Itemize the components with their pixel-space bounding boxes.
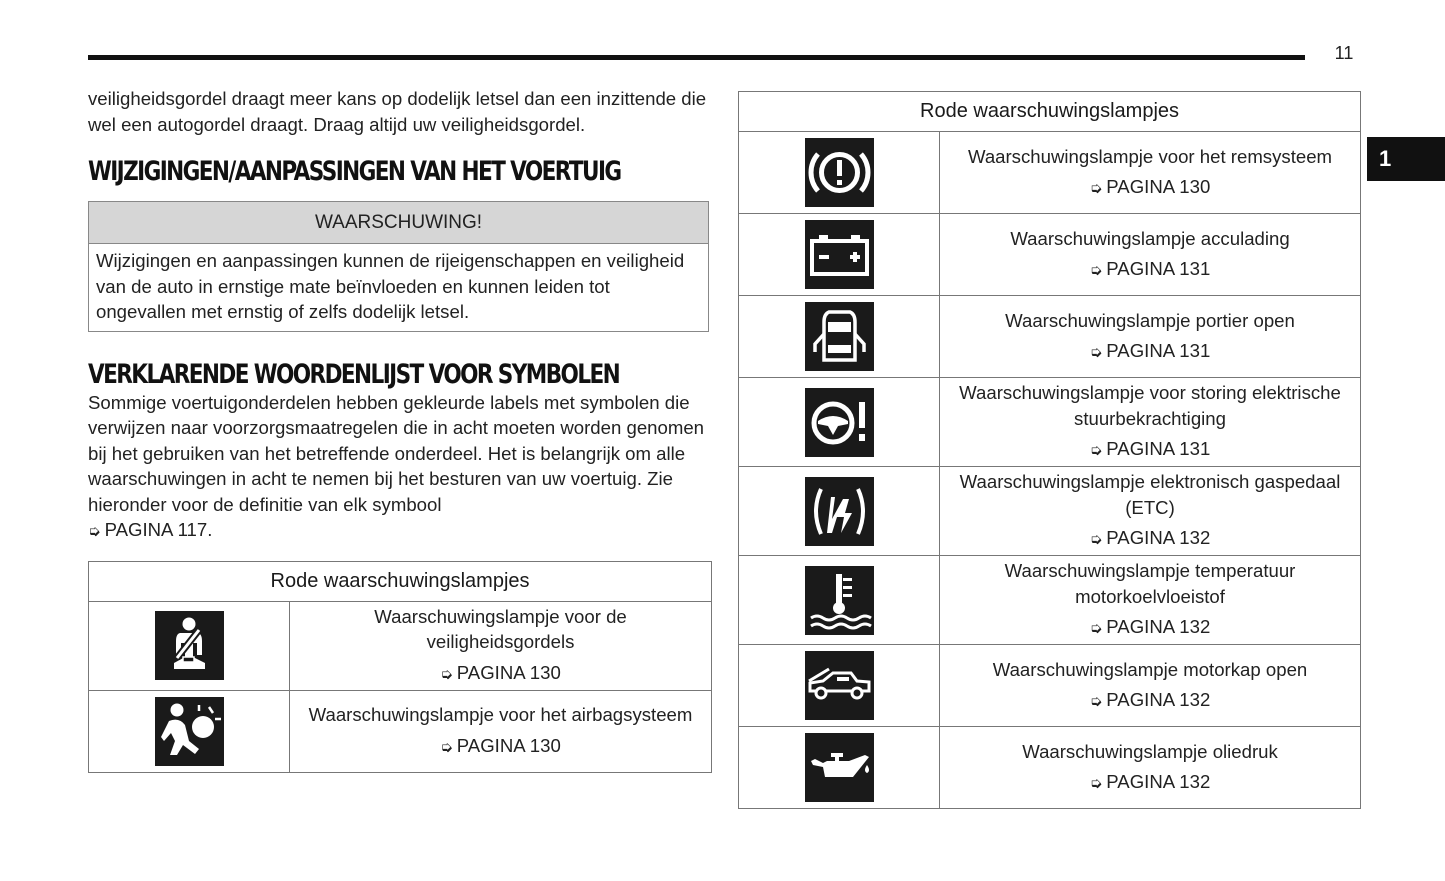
table-row	[739, 296, 1361, 378]
glossary-heading: VERKLARENDE WOORDENLIJST VOOR SYMBOLEN	[88, 358, 620, 390]
table-row	[739, 467, 1361, 556]
row-page-ref[interactable]: ➭ PAGINA 132	[948, 614, 1352, 642]
row-label: Waarschuwingslampje motorkap open	[992, 658, 1308, 680]
page-ref-arrow-icon: ➭	[440, 738, 453, 756]
table-header: Rode waarschuwingslampjes	[89, 561, 712, 601]
row-page-ref[interactable]: ➭ PAGINA 132	[948, 525, 1352, 553]
row-page-ref[interactable]: ➭ PAGINA 130	[298, 660, 703, 688]
page-ref-arrow-icon: ➭	[1089, 693, 1103, 710]
row-label: Waarschuwingslampje voor het airbagsysteem	[308, 704, 693, 725]
row-label: Waarschuwingslampje elektronisch gaspedaal (ETC)	[959, 471, 1341, 518]
table-row	[739, 132, 1361, 214]
row-label: Waarschuwingslampje acculading	[1010, 227, 1290, 249]
row-page-ref[interactable]: ➭ PAGINA 131	[948, 436, 1352, 464]
row-label: Waarschuwingslampje voor storing elektrische stuurbekrachtiging	[959, 382, 1341, 429]
warning-lights-table-right	[738, 91, 1361, 809]
seatbelt-icon	[155, 611, 224, 680]
table-row	[739, 378, 1361, 467]
page-ref-arrow-icon: ➭	[1089, 442, 1103, 460]
warning-box	[88, 201, 709, 332]
page-ref-text: PAGINA 117.	[104, 519, 213, 540]
page-ref-arrow-icon: ➭	[1089, 775, 1103, 792]
row-page-ref[interactable]: ➭ PAGINA 131	[948, 256, 1352, 284]
row-page-ref[interactable]: ➭ PAGINA 132	[948, 687, 1352, 715]
door-open-icon	[805, 302, 874, 371]
page-ref-arrow-icon: ➭	[1089, 344, 1103, 361]
page-ref-arrow-icon: ➭	[88, 523, 101, 540]
airbag-icon	[155, 697, 224, 766]
table-row	[89, 690, 712, 772]
table-row	[739, 556, 1361, 645]
glossary-body: Sommige voertuigonderdelen hebben gekleurde labels met symbolen die verwijzen naar voorzorgsmaatregelen die in acht moeten worden genomen bij het gebruiken van het betreffende onderdeel. Het is belangrijk om alle waarschuwingen in acht te nemen bij het besturen van uw voertuig. Zie hieronder voor de definitie van elk symbool	[88, 391, 705, 515]
row-label: Waarschuwingslampje temperatuur motorkoelvloeistof	[1004, 560, 1296, 607]
oil-pressure-icon	[805, 733, 874, 802]
glossary-paragraph	[88, 390, 711, 545]
table-row	[89, 601, 712, 690]
warning-lights-table-left	[88, 561, 712, 773]
chapter-tab[interactable]: 1	[1367, 137, 1445, 181]
intro-paragraph: veiligheidsgordel draagt meer kans op dodelijk letsel dan een inzittende die wel een autogordel draagt. Draag altijd uw veiligheidsgordel.	[88, 88, 707, 135]
row-page-ref[interactable]: ➭ PAGINA 130	[948, 174, 1352, 202]
brake-system-icon	[805, 138, 874, 207]
power-steering-icon	[805, 388, 874, 457]
glossary-page-ref[interactable]	[88, 519, 212, 540]
electronic-throttle-icon	[805, 477, 874, 546]
page-number: 11	[1334, 43, 1354, 63]
row-page-ref[interactable]: ➭ PAGINA 132	[948, 769, 1352, 797]
page-ref-arrow-icon: ➭	[1089, 262, 1103, 279]
warning-text: Wijzigingen en aanpassingen kunnen de rijeigenschappen en veiligheid van de auto in ernstige mate beïnvloeden en kunnen leiden tot ongevallen met ernstig of zelfs dodelijk letsel.	[96, 250, 685, 322]
row-page-ref[interactable]: ➭ PAGINA 131	[948, 338, 1352, 366]
table-row	[739, 645, 1361, 727]
page-ref-arrow-icon: ➭	[1089, 180, 1103, 197]
battery-icon	[805, 220, 874, 289]
page-ref-arrow-icon: ➭	[440, 665, 453, 683]
hood-open-icon	[805, 651, 874, 720]
row-label: Waarschuwingslampje voor de veiligheidsgordels	[374, 605, 627, 653]
page-ref-arrow-icon: ➭	[1089, 531, 1103, 549]
table-row	[739, 727, 1361, 809]
table-header: Rode waarschuwingslampjes	[739, 92, 1361, 132]
header-rule	[88, 55, 1305, 60]
page-ref-arrow-icon: ➭	[1089, 620, 1103, 638]
row-label: Waarschuwingslampje voor het remsysteem	[967, 145, 1333, 167]
row-label: Waarschuwingslampje oliedruk	[1022, 740, 1278, 762]
table-row	[739, 214, 1361, 296]
coolant-temperature-icon	[805, 566, 874, 635]
row-label: Waarschuwingslampje portier open	[1005, 309, 1295, 331]
warning-title: WAARSCHUWING!	[89, 202, 708, 244]
left-column	[88, 86, 711, 773]
modifications-heading: WIJZIGINGEN/AANPASSINGEN VAN HET VOERTUIG	[88, 156, 621, 187]
row-page-ref[interactable]: ➭ PAGINA 130	[298, 733, 703, 761]
